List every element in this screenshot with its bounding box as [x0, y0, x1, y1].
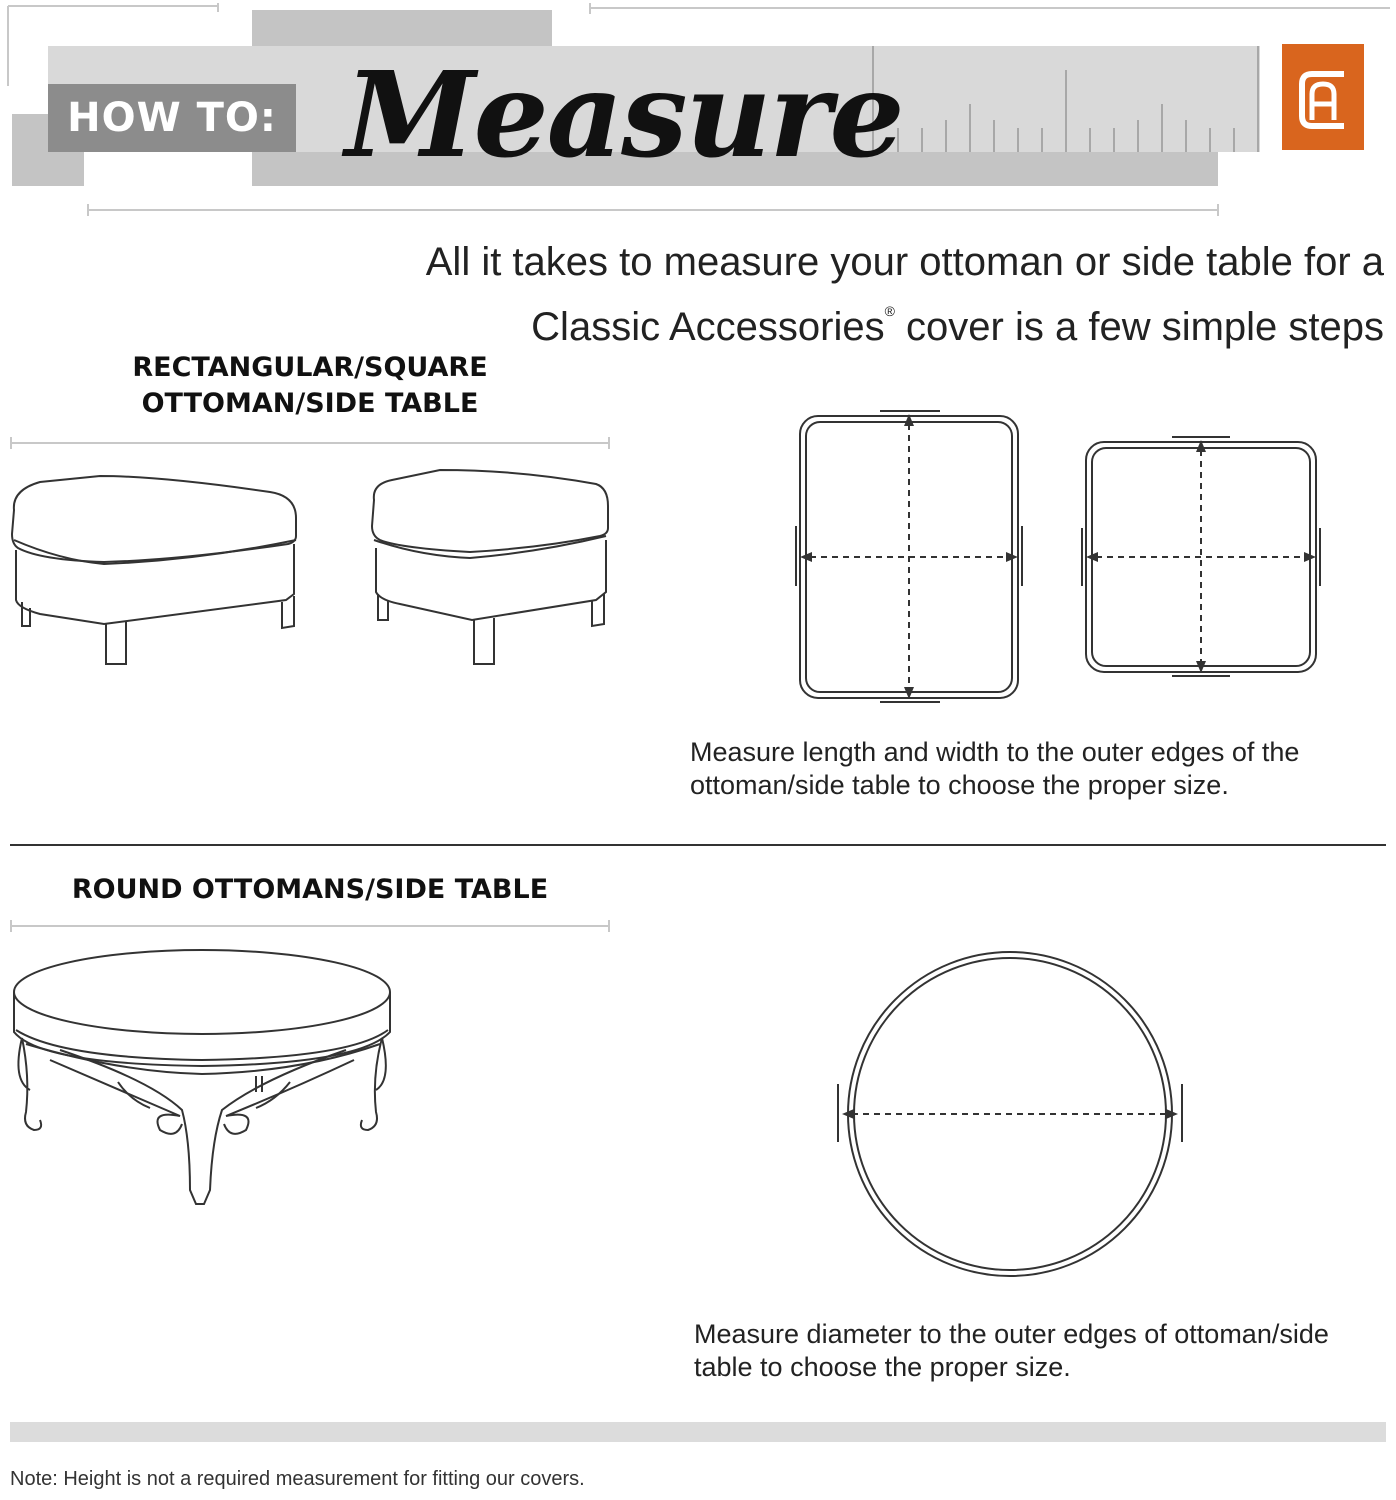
brand-logo [1282, 44, 1364, 150]
ca-monogram-icon [1282, 44, 1364, 150]
round-caption-line-2: table to choose the proper size. [694, 1352, 1071, 1382]
intro-line-1: All it takes to measure your ottoman or side table for a [425, 240, 1384, 284]
intro-text [364, 238, 1384, 352]
rectangular-caption-line-2: ottoman/side table to choose the proper size. [690, 770, 1229, 800]
intro-line-2 [364, 287, 1384, 352]
footer-note: Note: Height is not a required measurement for fitting our covers. [10, 1468, 585, 1490]
round-heading-rule [10, 925, 610, 927]
rectangular-caption [690, 736, 1299, 802]
rectangular-ottoman-illustration [0, 460, 620, 680]
round-ottoman-illustration [0, 940, 420, 1220]
section-divider [10, 844, 1386, 846]
how-to-label: HOW TO: [48, 84, 296, 152]
circle-measure-diagram [820, 940, 1220, 1300]
rectangular-caption-line-1: Measure length and width to the outer edges of the [690, 737, 1300, 767]
footer-bar [10, 1422, 1386, 1442]
rectangular-heading-rule [10, 442, 610, 444]
rectangle-measure-diagram [760, 400, 1380, 720]
rectangular-heading-line-2: OTTOMAN/SIDE TABLE [141, 388, 479, 419]
small-ottoman-drawing [372, 470, 608, 664]
rectangular-heading-line-1: RECTANGULAR/SQUARE [132, 352, 488, 383]
rectangular-heading [100, 350, 520, 422]
large-ottoman-drawing [12, 476, 296, 664]
tall-rectangle-arrows [796, 411, 1022, 702]
round-heading: ROUND OTTOMANS/SIDE TABLE [71, 874, 549, 905]
round-caption [694, 1318, 1329, 1384]
square-arrows [1082, 437, 1320, 676]
intro-line-2-rest: cover is a few simple steps [894, 305, 1384, 349]
page-title: Measure [345, 45, 903, 184]
round-caption-line-1: Measure diameter to the outer edges of ottoman/side [694, 1319, 1329, 1349]
registered-mark: ® [884, 303, 895, 319]
intro-brand: Classic Accessories [531, 305, 885, 349]
